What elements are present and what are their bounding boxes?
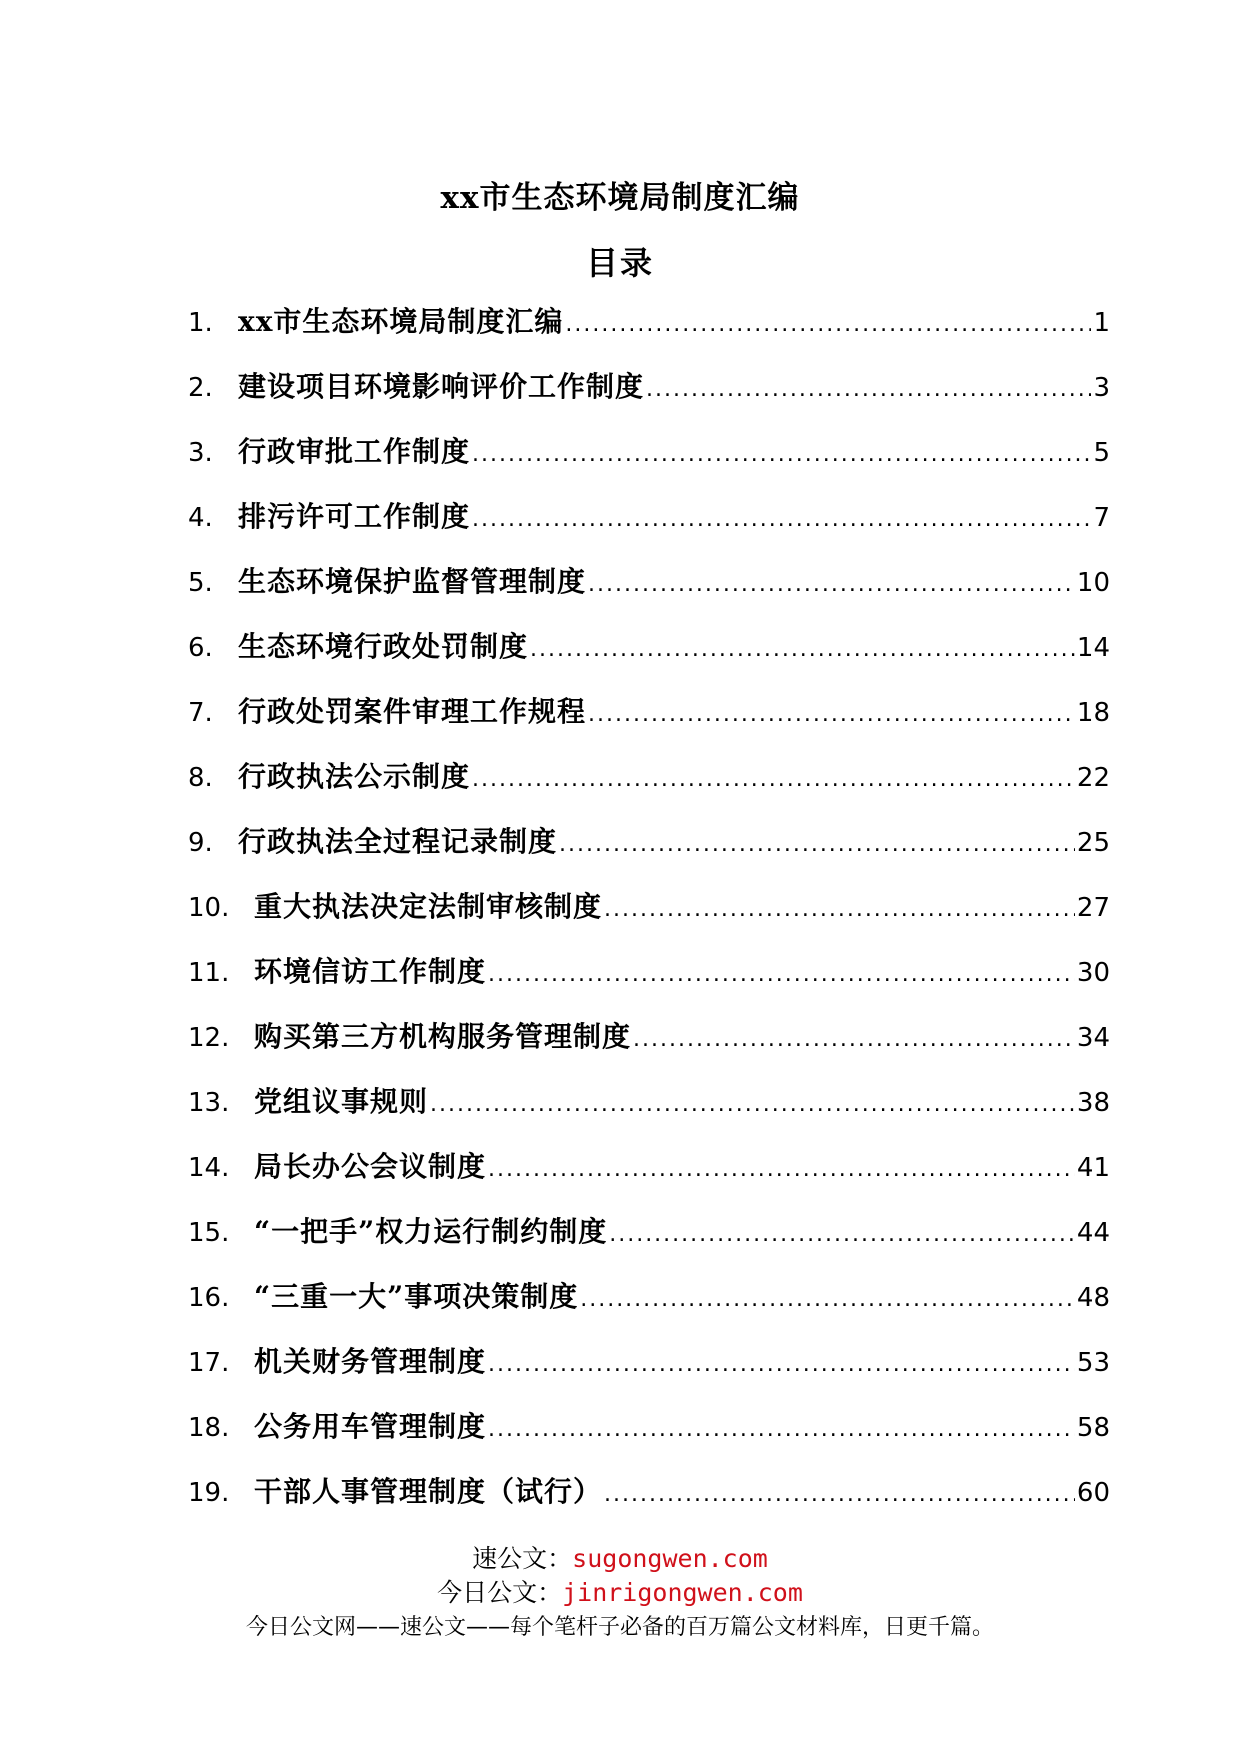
toc-entry[interactable] — [188, 1210, 1110, 1275]
toc-entry-title: 干部人事管理制度（试行） — [254, 1475, 603, 1508]
toc-entry[interactable] — [188, 1275, 1110, 1340]
toc-dot-leader — [530, 637, 1075, 662]
toc-entry-page: 10 — [1076, 568, 1110, 598]
toc-entry-title: 重大执法决定法制审核制度 — [254, 890, 603, 923]
toc-dot-leader — [604, 1482, 1075, 1507]
toc-dot-leader — [559, 832, 1075, 857]
toc-entry-title: 局长办公会议制度 — [254, 1150, 487, 1183]
footer-line-jinrigongwen — [0, 1576, 1240, 1610]
toc-entry-page: 48 — [1076, 1283, 1110, 1313]
toc-dot-leader — [488, 1157, 1075, 1182]
toc-heading: 目录 — [585, 244, 654, 282]
toc-entry-page: 53 — [1076, 1348, 1110, 1378]
toc-dot-leader — [472, 442, 1091, 467]
toc-entry-number: 2. — [188, 373, 213, 403]
toc-entry-number: 8. — [188, 763, 213, 793]
footer-line-sugongwen — [0, 1542, 1240, 1576]
toc-entry[interactable] — [188, 1405, 1110, 1470]
toc-entry-title: 生态环境行政处罚制度 — [238, 630, 529, 663]
toc-entry-number: 14. — [188, 1153, 230, 1183]
toc-entry-number: 15. — [188, 1218, 230, 1248]
toc-entry-number: 1. — [188, 308, 213, 338]
toc-entry[interactable] — [188, 820, 1110, 885]
table-of-contents — [188, 300, 1110, 1535]
toc-entry-page: 14 — [1076, 633, 1110, 663]
toc-entry-number: 13. — [188, 1088, 230, 1118]
toc-entry-title: 建设项目环境影响评价工作制度 — [238, 370, 645, 403]
toc-entry[interactable] — [188, 885, 1110, 950]
toc-entry-title: 行政执法公示制度 — [238, 760, 471, 793]
toc-entry-title: “一把手”权力运行制约制度 — [254, 1215, 608, 1248]
toc-entry[interactable] — [188, 625, 1110, 690]
toc-entry-title: “三重一大”事项决策制度 — [254, 1280, 579, 1313]
footer-slogan: 今日公文网——速公文——每个笔杆子必备的百万篇公文材料库，日更千篇。 — [245, 1615, 994, 1640]
toc-entry[interactable] — [188, 1470, 1110, 1535]
toc-dot-leader — [565, 312, 1091, 337]
footer-link-jinrigongwen[interactable]: jinrigongwen.com — [562, 1578, 803, 1607]
toc-dot-leader — [646, 377, 1091, 402]
toc-entry-page: 3 — [1093, 373, 1110, 403]
toc-entry-number: 11. — [188, 958, 230, 988]
toc-entry-number: 17. — [188, 1348, 230, 1378]
toc-dot-leader — [604, 897, 1075, 922]
toc-entry[interactable] — [188, 495, 1110, 560]
toc-entry[interactable] — [188, 1340, 1110, 1405]
toc-entry-title: 环境信访工作制度 — [254, 955, 487, 988]
toc-entry[interactable] — [188, 1145, 1110, 1210]
toc-entry-number: 5. — [188, 568, 213, 598]
toc-entry-number: 7. — [188, 698, 213, 728]
toc-entry-number: 10. — [188, 893, 230, 923]
toc-entry-page: 58 — [1076, 1413, 1110, 1443]
toc-entry-page: 1 — [1093, 308, 1110, 338]
toc-dot-leader — [609, 1222, 1075, 1247]
toc-dot-leader — [488, 962, 1075, 987]
toc-entry[interactable] — [188, 1015, 1110, 1080]
footer-link-sugongwen[interactable]: sugongwen.com — [572, 1544, 768, 1573]
toc-dot-leader — [488, 1352, 1075, 1377]
toc-entry-page: 30 — [1076, 958, 1110, 988]
toc-entry-page: 38 — [1076, 1088, 1110, 1118]
toc-entry-number: 12. — [188, 1023, 230, 1053]
toc-entry-number: 19. — [188, 1478, 230, 1508]
toc-entry-title: 购买第三方机构服务管理制度 — [254, 1020, 632, 1053]
toc-entry-number: 3. — [188, 438, 213, 468]
toc-entry[interactable] — [188, 365, 1110, 430]
toc-dot-leader — [430, 1092, 1075, 1117]
toc-entry-title: 公务用车管理制度 — [254, 1410, 487, 1443]
toc-dot-leader — [488, 1417, 1075, 1442]
toc-entry-page: 5 — [1093, 438, 1110, 468]
toc-entry[interactable] — [188, 560, 1110, 625]
toc-entry-page: 44 — [1076, 1218, 1110, 1248]
toc-dot-leader — [472, 507, 1091, 532]
toc-entry-title: xx市生态环境局制度汇编 — [238, 305, 564, 338]
toc-dot-leader — [633, 1027, 1075, 1052]
toc-entry-number: 4. — [188, 503, 213, 533]
toc-entry-number: 9. — [188, 828, 213, 858]
toc-entry-title: 机关财务管理制度 — [254, 1345, 487, 1378]
toc-entry-page: 7 — [1093, 503, 1110, 533]
toc-entry-title: 生态环境保护监督管理制度 — [238, 565, 587, 598]
toc-entry[interactable] — [188, 1080, 1110, 1145]
document-title: xx市生态环境局制度汇编 — [440, 180, 800, 216]
toc-entry-page: 60 — [1076, 1478, 1110, 1508]
toc-entry-title: 党组议事规则 — [254, 1085, 429, 1118]
toc-entry-title: 排污许可工作制度 — [238, 500, 471, 533]
toc-entry-title: 行政审批工作制度 — [238, 435, 471, 468]
toc-dot-leader — [588, 572, 1075, 597]
toc-entry[interactable] — [188, 690, 1110, 755]
toc-entry-page: 41 — [1076, 1153, 1110, 1183]
toc-dot-leader — [580, 1287, 1075, 1312]
page-footer — [0, 1542, 1240, 1644]
toc-entry-page: 25 — [1076, 828, 1110, 858]
footer-label-sugongwen: 速公文： — [472, 1544, 573, 1573]
toc-entry-title: 行政处罚案件审理工作规程 — [238, 695, 587, 728]
toc-entry-page: 22 — [1076, 763, 1110, 793]
toc-entry-number: 18. — [188, 1413, 230, 1443]
toc-entry[interactable] — [188, 300, 1110, 365]
footer-label-jinrigongwen: 今日公文： — [437, 1578, 563, 1607]
toc-entry[interactable] — [188, 950, 1110, 1015]
toc-entry-title: 行政执法全过程记录制度 — [238, 825, 558, 858]
toc-entry-page: 18 — [1076, 698, 1110, 728]
toc-entry[interactable] — [188, 430, 1110, 495]
toc-entry[interactable] — [188, 755, 1110, 820]
toc-dot-leader — [588, 702, 1075, 727]
toc-entry-number: 16. — [188, 1283, 230, 1313]
toc-entry-number: 6. — [188, 633, 213, 663]
toc-dot-leader — [472, 767, 1075, 792]
toc-entry-page: 27 — [1076, 893, 1110, 923]
toc-entry-page: 34 — [1076, 1023, 1110, 1053]
